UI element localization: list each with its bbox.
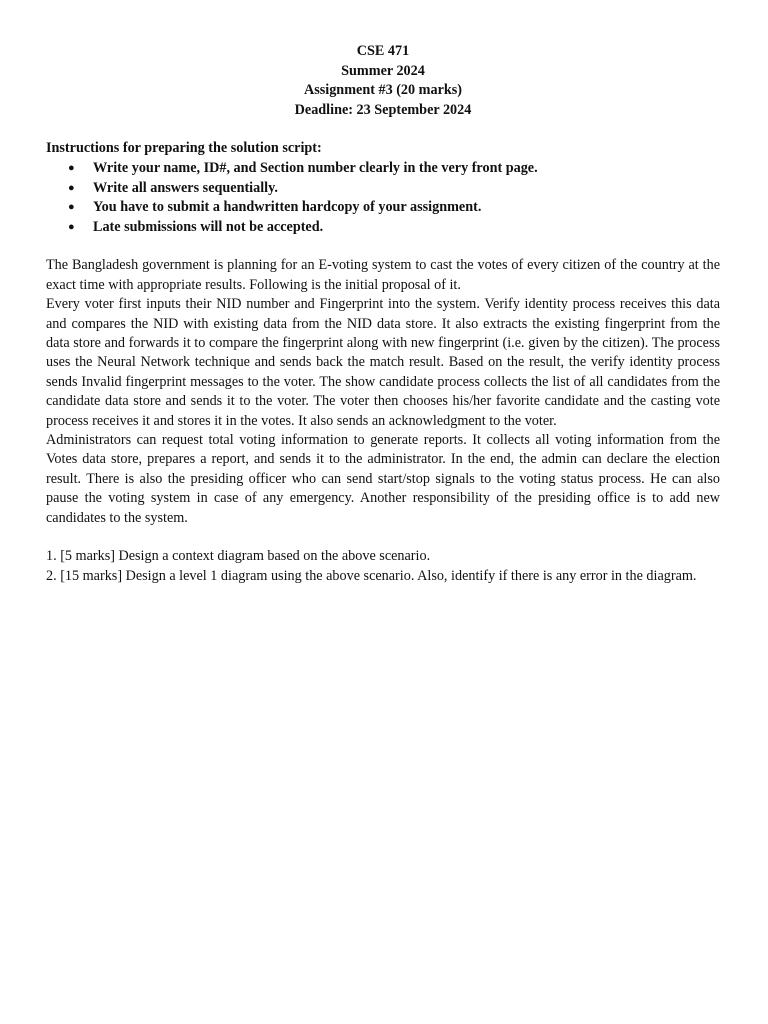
question-1: 1. [5 marks] Design a context diagram based on the above scenario. — [46, 548, 431, 565]
bullet-icon: ● — [68, 161, 75, 174]
instruction-text: You have to submit a handwritten hardcopy of your assignment. — [93, 199, 482, 216]
scenario-paragraph: Administrators can request total voting information to generate reports. It collects all voting information from the Votes data store, prepares a report, and sends it to the administrator. In the end, the admin can declare the election result. There is also the presiding officer who can send start/stop signals to the voting status process. He can also pause the voting system in case of any emergency. Another responsibility of the presiding office is to add new candidates to the system. — [46, 432, 720, 526]
question-2: 2. [15 marks] Design a level 1 diagram using the above scenario. Also, identify if there is any error in the diagram. — [46, 567, 697, 584]
instructions-title: Instructions for preparing the solution script: — [46, 140, 322, 157]
instructions-list — [46, 159, 720, 237]
instruction-text: Write all answers sequentially. — [93, 179, 278, 196]
instruction-item — [46, 179, 720, 199]
scenario-paragraph: The Bangladesh government is planning for an E-voting system to cast the votes of every citizen of the country at the exact time with appropriate results. Following is the initial proposal of it. — [46, 257, 720, 293]
instruction-item — [46, 159, 720, 179]
assignment-header — [46, 42, 720, 120]
instruction-item — [46, 218, 720, 238]
assignment-title: Assignment #3 (20 marks) — [303, 82, 463, 99]
scenario-paragraph: Every voter first inputs their NID number and Fingerprint into the system. Verify identity process receives this data and compares the NID with existing data from the NID data store. It also extracts the existing fingerprint from the data store and forwards it to compare the fingerprint along with new fingerprint (i.e. given by the citizen). The process uses the Neural Network technique and sends back the match result. Based on the result, the verify identity process sends Invalid fingerprint messages to the voter. The show candidate process collects the list of all candidates from the candidate data store and sends it to the voter. The voter then chooses his/her favorite candidate and the casting vote process receives it and stores it in the votes. It also sends an acknowledgment to the voter. — [46, 296, 720, 429]
deadline: Deadline: 23 September 2024 — [294, 101, 472, 118]
bullet-icon: ● — [68, 220, 75, 233]
bullet-icon: ● — [68, 201, 75, 214]
document-page — [46, 42, 720, 586]
instruction-text: Late submissions will not be accepted. — [93, 218, 324, 235]
questions-section — [46, 547, 720, 586]
course-code: CSE 471 — [356, 43, 410, 59]
semester: Summer 2024 — [341, 62, 425, 79]
instructions-section — [46, 139, 720, 237]
instruction-item — [46, 198, 720, 218]
bullet-icon: ● — [68, 181, 75, 194]
instruction-text: Write your name, ID#, and Section number clearly in the very front page. — [93, 159, 538, 176]
scenario-section — [46, 256, 720, 528]
